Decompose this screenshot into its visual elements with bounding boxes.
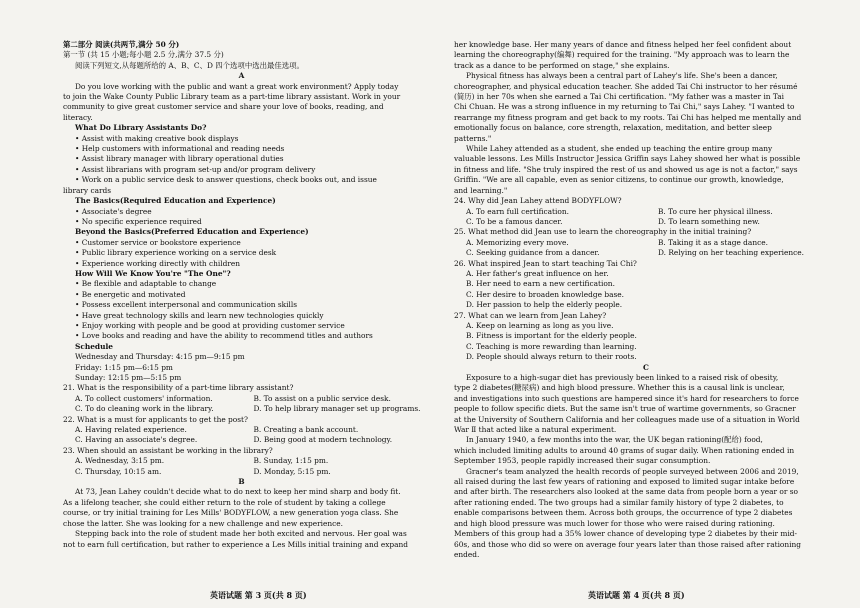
text-line: all raised during the last few years of rationing and exposed to limited sugar intake before bbox=[454, 477, 795, 487]
text-line: B bbox=[238, 477, 245, 487]
text-line: rearrange my fitness program and get back to my roots. Tai Chi has helped me mentally and bbox=[454, 112, 802, 122]
text-line: 25. What method did Jean use to learn the choreography in the initial training? bbox=[454, 227, 752, 237]
text-line: • No specific experience required bbox=[75, 216, 202, 226]
answer-option: B. Sunday, 1:15 pm. bbox=[253, 456, 329, 466]
text-line: 阅读下列短文,从每题所给的 A、B、C、D 四个选项中选出最佳选项。 bbox=[75, 60, 304, 70]
answer-option: C. To do cleaning work in the library. bbox=[75, 404, 214, 414]
text-line: Exposure to a high-sugar diet has previously been linked to a raised risk of obesity, bbox=[466, 373, 779, 382]
option-row bbox=[63, 467, 420, 477]
text-line: Gracner's team analyzed the health records of people surveyed between 2006 and 2019, bbox=[466, 466, 799, 476]
text-line: at the University of Southern California and her colleagues made use of a situation in World bbox=[454, 414, 800, 424]
answer-option: D. Being good at modern technology. bbox=[253, 435, 393, 445]
text-line: • Assist with making creative book displays bbox=[75, 133, 239, 143]
text-line: chose the latter. She was looking for a new challenge and new experience. bbox=[63, 518, 344, 528]
text-line: ended. bbox=[454, 549, 480, 559]
text-line: D. People should always return to their roots. bbox=[466, 352, 637, 362]
option-row bbox=[63, 394, 420, 404]
text-line: • Be flexible and adaptable to change bbox=[75, 279, 217, 289]
answer-option: C. To be a famous dancer. bbox=[466, 216, 563, 226]
text-line: Griffin. "We are all capable, even as senior citizens, to continue our growth, knowledge, bbox=[454, 175, 784, 185]
text-line: literacy. bbox=[63, 112, 93, 122]
option-row bbox=[63, 404, 420, 414]
text-line: Chi Chuan. He was a strong influence in my returning to Tai Chi," says Lahey. "I wanted to bbox=[454, 102, 795, 112]
option-row bbox=[63, 435, 420, 445]
answer-option: B. To assist on a public service desk. bbox=[253, 393, 391, 403]
text-line: • Assist library manager with library operational duties bbox=[75, 154, 284, 164]
text-line: Schedule bbox=[75, 341, 113, 351]
text-line: 27. What can we learn from Jean Lahey? bbox=[454, 310, 607, 320]
text-line: Friday: 1:15 pm—6:15 pm bbox=[75, 362, 173, 372]
text-line: 23. When should an assistant be working in the library? bbox=[63, 445, 273, 455]
text-line: and after birth. The researchers also looked at the same data from people born a year or so bbox=[454, 487, 799, 497]
page-footer-left: 英语试题 第 3 页(共 8 页) bbox=[210, 590, 307, 600]
text-line: patterns." bbox=[454, 133, 492, 143]
text-line: emotionally focus on balance, core strength, relaxation, meditation, and better sleep bbox=[454, 123, 772, 133]
text-line: • Experience working directly with children bbox=[75, 258, 241, 268]
text-line: • Work on a public service desk to answer questions, check books out, and issue bbox=[75, 175, 377, 185]
text-line: Physical fitness has always been a central part of Lahey's life. She's been a dancer, bbox=[466, 71, 778, 81]
text-line: her knowledge base. Her many years of dance and fitness helped her feel confident about bbox=[454, 40, 792, 49]
text-line: At 73, Jean Lahey couldn't decide what to do next to keep her mind sharp and body fit. bbox=[75, 487, 401, 497]
answer-option: A. Wednesday, 3:15 pm. bbox=[75, 456, 165, 466]
text-line: What Do Library Assistants Do? bbox=[75, 123, 207, 133]
text-line: A. Her father's great influence on her. bbox=[466, 268, 609, 278]
answer-option: D. To help library manager set up programs. bbox=[253, 404, 420, 414]
text-line: 24. Why did Jean Lahey attend BODYFLOW? bbox=[454, 196, 622, 206]
text-line: B. Her need to earn a new certification. bbox=[466, 279, 615, 289]
text-line: The Basics(Required Education and Experience) bbox=[75, 196, 276, 206]
answer-option: A. To earn full certification. bbox=[466, 206, 569, 216]
text-line: to join the Wake County Public Library team as a part-time library assistant. Work in your bbox=[63, 92, 401, 102]
text-line: track as a dance to be performed on stage," she explains. bbox=[454, 60, 670, 70]
answer-option: D. Monday, 5:15 pm. bbox=[253, 466, 331, 476]
text-line: 60s, and those who did so were on average four years later than those raised after rationing bbox=[454, 539, 801, 549]
text-line: Members of this group had a 35% lower chance of developing type 2 diabetes by their mid- bbox=[454, 529, 798, 539]
text-line: B. Fitness is important for the elderly people. bbox=[466, 331, 637, 341]
text-line: 第一节 (共 15 小题;每小题 2.5 分,满分 37.5 分) bbox=[63, 50, 224, 60]
text-line: • Customer service or bookstore experience bbox=[75, 237, 241, 247]
text-line: In January 1940, a few months into the war, the UK began rationing(配给) food, bbox=[466, 435, 763, 445]
text-line: after rationing ended. The two groups had a similar family history of type 2 diabetes, to bbox=[454, 497, 784, 507]
answer-option: A. To collect customers' information. bbox=[75, 393, 213, 403]
text-line: • Associate's degree bbox=[75, 206, 152, 216]
text-line: • Love books and reading and have the ability to recommend titles and authors bbox=[75, 331, 373, 341]
option-row bbox=[63, 456, 420, 466]
text-line: learning the choreography(编舞) required for the training. "My approach was to learn the bbox=[454, 50, 790, 60]
text-line: 21. What is the responsibility of a part-time library assistant? bbox=[63, 383, 294, 393]
text-line: • Enjoy working with people and be good at providing customer service bbox=[75, 320, 345, 330]
text-line: Wednesday and Thursday: 4:15 pm—9:15 pm bbox=[75, 352, 245, 362]
answer-option: C. Having an associate's degree. bbox=[75, 435, 198, 445]
text-line: While Lahey attended as a student, she ended up teaching the entire group many bbox=[466, 144, 773, 154]
text-line: type 2 diabetes(糖尿病) and high blood pressure. Whether this is a causal link is unclear, bbox=[454, 383, 785, 393]
text-line: and learning." bbox=[454, 185, 508, 195]
text-line: community to give great customer service and share your love of books, reading, and bbox=[63, 102, 384, 112]
text-line: 22. What is a must for applicants to get the post? bbox=[63, 414, 248, 424]
text-line: 26. What inspired Jean to start teaching Tai Chi? bbox=[454, 258, 637, 268]
answer-option: C. Seeking guidance from a dancer. bbox=[466, 248, 600, 258]
text-line: As a lifelong teacher, she could either return to the role of student by taking a college bbox=[63, 497, 386, 507]
option-row bbox=[63, 425, 420, 435]
text-line: A. Keep on learning as long as you live. bbox=[466, 320, 614, 330]
text-line: 第二部分 阅读(共两节,满分 50 分) bbox=[63, 40, 180, 49]
answer-option: D. Relying on her teaching experience. bbox=[658, 248, 805, 258]
text-line: Stepping back into the role of student made her both excited and nervous. Her goal was bbox=[75, 529, 407, 539]
answer-option: A. Having related experience. bbox=[75, 425, 187, 435]
text-line: Beyond the Basics(Preferred Education and Experience) bbox=[75, 227, 309, 237]
text-line: enable comparisons between them. Across both groups, the occurrence of type 2 diabetes bbox=[454, 508, 793, 518]
option-row bbox=[454, 248, 838, 258]
text-line: C. Teaching is more rewarding than learning. bbox=[466, 341, 637, 351]
text-line: choreographer, and physical education teacher. She added Tai Chi instructor to her résumé bbox=[454, 81, 798, 91]
answer-option: D. To learn something new. bbox=[658, 216, 760, 226]
text-line: in fitness and life. "She truly inspired the rest of us and showed us age is not a factor," says bbox=[454, 164, 798, 174]
text-line: C bbox=[643, 362, 649, 372]
text-line: people to follow specific diets. But the same isn't true of wartime governments, so Gracner bbox=[454, 404, 796, 414]
text-line: and high blood pressure was much lower for those who were raised during rationing. bbox=[454, 518, 775, 528]
text-line: A bbox=[238, 71, 245, 81]
text-line: Sunday: 12:15 pm—5:15 pm bbox=[75, 373, 182, 382]
text-line: C. Her desire to broaden knowledge base. bbox=[466, 289, 624, 299]
text-line: and investigations into such questions are hampered since it's hard for researchers to force bbox=[454, 393, 799, 403]
text-line: • Possess excellent interpersonal and communication skills bbox=[75, 300, 298, 310]
answer-option: B. Creating a bank account. bbox=[253, 425, 359, 435]
text-line: • Assist librarians with program set-up and/or program delivery bbox=[75, 164, 316, 174]
text-line: • Be energetic and motivated bbox=[75, 289, 186, 299]
text-line: D. Her passion to help the elderly people. bbox=[466, 300, 623, 310]
page-footer-right: 英语试题 第 4 页(共 8 页) bbox=[588, 590, 685, 600]
text-line: • Public library experience working on a service desk bbox=[75, 248, 277, 258]
answer-option: B. Taking it as a stage dance. bbox=[658, 237, 768, 247]
answer-option: A. Memorizing every move. bbox=[466, 237, 569, 247]
option-row bbox=[454, 207, 838, 217]
text-line: course, or try initial training for Les Mills' BODYFLOW, a new generation yoga class. She bbox=[63, 508, 399, 518]
option-row bbox=[454, 217, 838, 227]
text-line: library cards bbox=[63, 185, 112, 195]
text-line: Do you love working with the public and want a great work environment? Apply today bbox=[75, 81, 399, 91]
text-line: • Help customers with informational and reading needs bbox=[75, 144, 285, 154]
answer-option: C. Thursday, 10:15 am. bbox=[75, 466, 162, 476]
text-line: (简历) in her 70s when she earned a Tai Chi certification. "My father was a master in Tai bbox=[454, 92, 785, 102]
text-line: September 1953, people rapidly increased their sugar consumption. bbox=[454, 456, 711, 466]
option-row bbox=[454, 238, 838, 248]
text-line: which included limiting adults to around 40 grams of sugar daily. When rationing ended in bbox=[454, 445, 795, 455]
text-line: • Have great technology skills and learn new technologies quickly bbox=[75, 310, 324, 320]
page-right bbox=[430, 0, 860, 608]
text-line: not to earn full certification, but rather to experience a Les Mills initial training and expand bbox=[63, 539, 409, 549]
text-line: valuable lessons. Les Mills Instructor Jessica Griffin says Lahey showed her what is possible bbox=[454, 154, 801, 164]
text-line: War Ⅱ that acted like a natural experiment. bbox=[454, 425, 617, 435]
answer-option: B. To cure her physical illness. bbox=[658, 206, 773, 216]
text-line: How Will We Know You're "The One"? bbox=[75, 268, 231, 278]
